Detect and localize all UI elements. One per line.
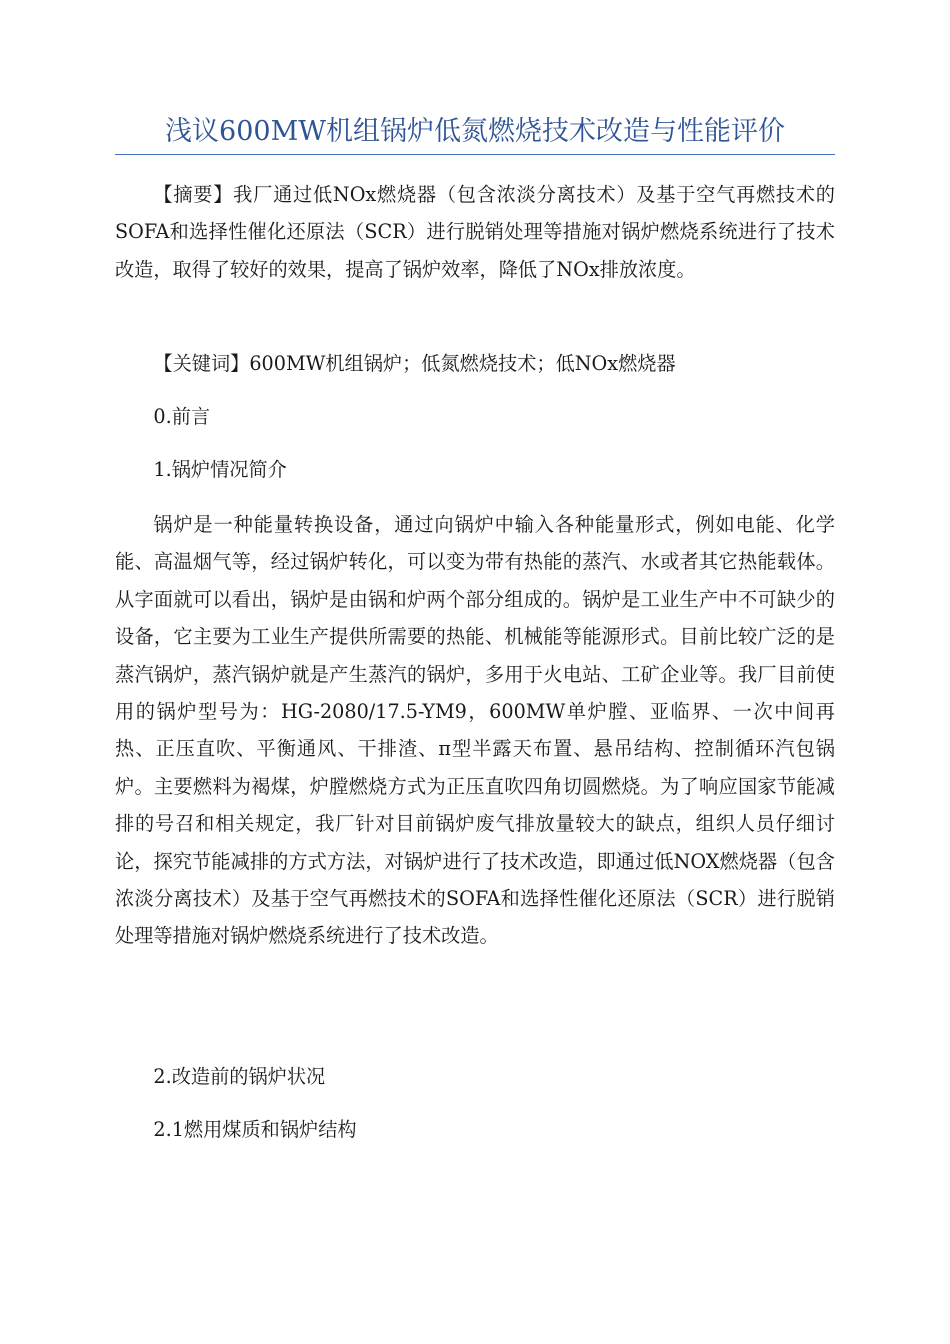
subsection-heading-coal-and-structure: 2.1燃用煤质和锅炉结构	[153, 1118, 357, 1141]
section-heading-pre-retrofit-status: 2.改造前的锅炉状况	[153, 1065, 326, 1088]
section-heading-preface: 0.前言	[153, 405, 211, 428]
document-title: 浅议600MW机组锅炉低氮燃烧技术改造与性能评价	[165, 116, 785, 147]
boiler-overview-paragraph: 锅炉是一种能量转换设备，通过向锅炉中输入各种能量形式，例如电能、化学能、高温烟气等，经过锅炉转化，可以变为带有热能的蒸汽、水或者其它热能载体。从字面就可以看出，锅炉是由锅和炉两个部分组成的。锅炉是工业生产中不可缺少的设备，它主要为工业生产提供所需要的热能、机械能等能源形式。目前比较广泛的是蒸汽锅炉，蒸汽锅炉就是产生蒸汽的锅炉，多用于火电站、工矿企业等。我厂目前使用的锅炉型号为：HG-2080/17.5-YM9，600MW单炉膛、亚临界、一次中间再热、正压直吹、平衡通风、干排渣、π型半露天布置、悬吊结构、控制循环汽包锅炉。主要燃料为褐煤，炉膛燃烧方式为正压直吹四角切圆燃烧。为了响应国家节能减排的号召和相关规定，我厂针对目前锅炉废气排放量较大的缺点，组织人员仔细讨论，探究节能减排的方式方法，对锅炉进行了技术改造，即通过低NOX燃烧器（包含浓淡分离技术）及基于空气再燃技术的SOFA和选择性催化还原法（SCR）进行脱销处理等措施对锅炉燃烧系统进行了技术改造。	[115, 513, 835, 948]
abstract-paragraph: 【摘要】我厂通过低NOx燃烧器（包含浓淡分离技术）及基于空气再燃技术的SOFA和选择性催化还原法（SCR）进行脱销处理等措施对锅炉燃烧系统进行了技术改造，取得了较好的效果，提高了锅炉效率，降低了NOx排放浓度。	[115, 183, 835, 281]
title-underline	[115, 154, 835, 155]
keywords-line: 【关键词】600MW机组锅炉；低氮燃烧技术；低NOx燃烧器	[153, 352, 676, 375]
section-heading-boiler-overview: 1.锅炉情况简介	[153, 458, 287, 481]
